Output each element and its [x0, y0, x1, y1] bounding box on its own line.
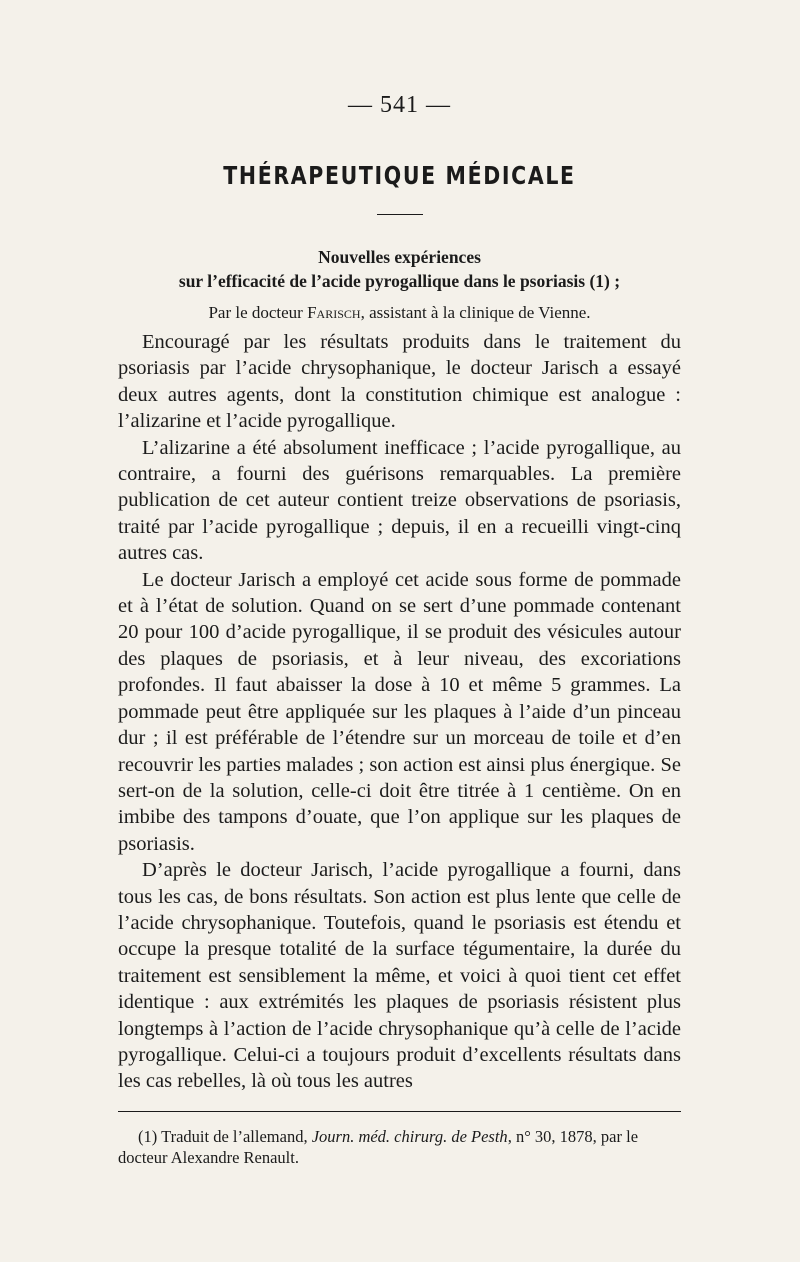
paragraph-3: Le docteur Jarisch a employé cet acide sous forme de pommade et à l’état de solution. Quand on se sert d’une pommade contenant 20 pour 100 d’acide pyrogallique, il se produit des vésicules autour des plaques de psoriasis, et à leur niveau, des excoriations profondes. Il faut abaisser la dose à 10 et même 5 grammes. La pommade peut être appliquée sur les plaques à l’aide d’un pinceau dur ; il est préférable de l’étendre sur un morceau de toile et d’en recouvrir les parties malades ; son action est ainsi plus énergique. Se sert-on de la solution, celle-ci doit être titrée à 1 centième. On en imbibe des tampons d’ouate, que l’on applique sur les plaques de psoriasis. [118, 568, 681, 855]
footnote-journal: Journ. méd. chirurg. de Pesth [311, 1126, 508, 1146]
article-title-line1: Nouvelles expériences [318, 247, 481, 267]
page [118, 92, 681, 1168]
section-title: THÉRAPEUTIQUE MÉDICALE [223, 161, 576, 190]
article-body [118, 329, 681, 1095]
paragraph-4: D’après le docteur Jarisch, l’acide pyrogallique a fourni, dans tous les cas, de bons résultats. Son action est plus lente que celle de l’acide chrysophanique. Toutefois, quand le psoriasis est étendu et occupe la presque totalité de la surface tégumentaire, la durée du traitement est sensiblement la même, et voici à quoi tient cet effet identique : aux extrémités les plaques de psoriasis résistent plus longtemps à l’action de l’acide chrysophanique qu’à celle de l’acide pyrogallique. Celui-ci a toujours produit d’excellents résultats dans les cas rebelles, là où tous les autres [118, 859, 681, 1093]
author-suffix: , assistant à la clinique de Vienne. [360, 303, 591, 322]
footnote-divider [118, 1111, 681, 1112]
page-number: — 541 — [348, 92, 451, 118]
footnote-text-after: , n° 30, 1878, par le docteur Alexandre Renault. [118, 1126, 639, 1167]
paragraph-1: Encouragé par les résultats produits dans le traitement du psoriasis par l’acide chrysophanique, le docteur Jarisch a essayé deux autres agents, dont la constitution chimique est analogue : l’alizarine et l’acide pyrogallique. [118, 331, 681, 433]
footnote-marker: (1) [138, 1126, 162, 1146]
article-title [118, 245, 681, 293]
article-title-line2: sur l’efficacité de l’acide pyrogallique dans le psoriasis (1) ; [178, 271, 621, 291]
footnote [118, 1126, 681, 1168]
title-divider [377, 214, 423, 215]
author-name: Farisch [307, 303, 361, 322]
footnote-text-before: Traduit de l’allemand, [161, 1126, 312, 1146]
author-line [118, 303, 681, 323]
paragraph-2: L’alizarine a été absolument inefficace ; l’acide pyrogallique, au contraire, a fourni des guérisons remarquables. La première publication de cet auteur contient treize observations de psoriasis, traité par l’acide pyrogallique ; depuis, il en a recueilli vingt-cinq autres cas. [118, 436, 681, 565]
author-prefix: Par le docteur [208, 303, 308, 322]
